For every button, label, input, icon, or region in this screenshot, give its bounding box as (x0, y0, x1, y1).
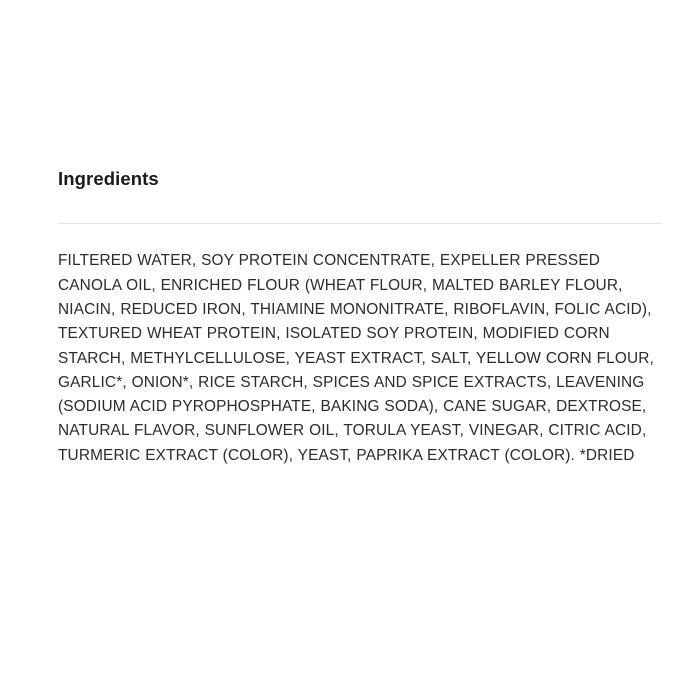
ingredients-text: FILTERED WATER, SOY PROTEIN CONCENTRATE, EXPELLER PRESSED CANOLA OIL, ENRICHED FLOUR (WHEAT FLOUR, MALTED BARLEY FLOUR, NIACIN, REDUCED IRON, THIAMINE MONONITRATE, RIBOFLAVIN, FOLIC ACID), TEXTURED WHEAT PROTEIN, ISOLATED SOY PROTEIN, MODIFIED CORN STARCH, METHYLCELLULOSE, YEAST EXTRACT, SALT, YELLOW CORN FLOUR, GARLIC*, ONION*, RICE STARCH, SPICES AND SPICE EXTRACTS, LEAVENING (SODIUM ACID PYROPHOSPHATE, BAKING SODA), CANE SUGAR, DEXTROSE, NATURAL FLAVOR, SUNFLOWER OIL, TORULA YEAST, VINEGAR, CITRIC ACID, TURMERIC EXTRACT (COLOR), YEAST, PAPRIKA EXTRACT (COLOR). *DRIED (58, 252, 654, 464)
page-title: Ingredients (58, 168, 159, 189)
section-divider (58, 223, 662, 224)
ingredients-section (58, 168, 662, 484)
